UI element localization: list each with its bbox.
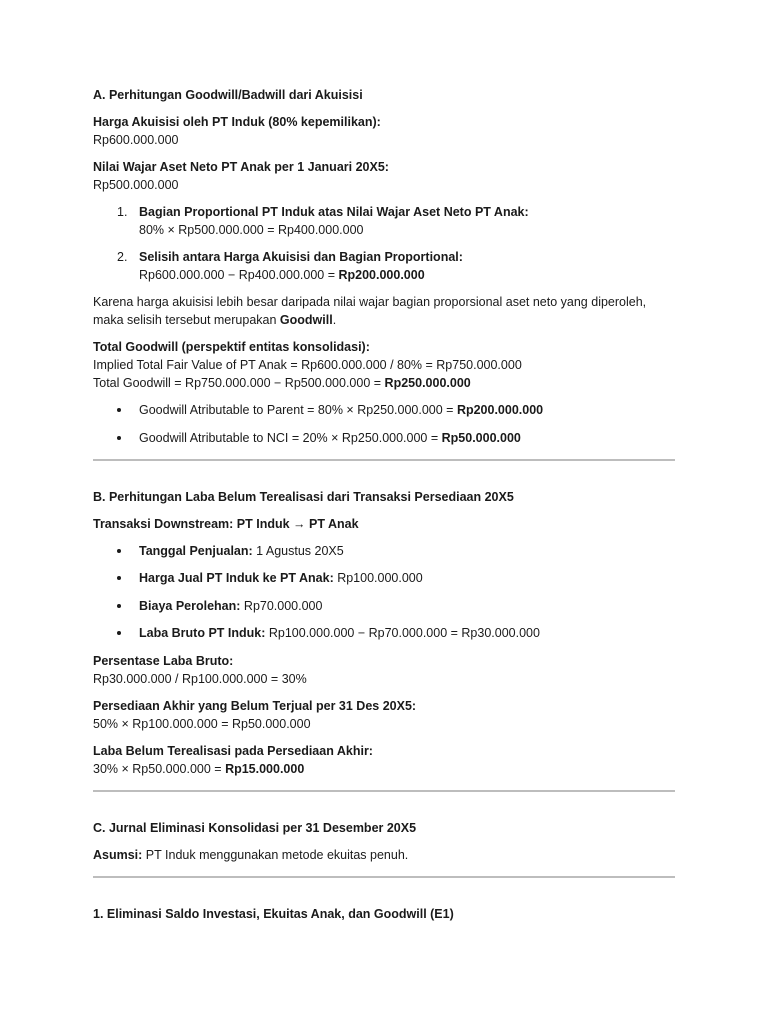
persentase-block xyxy=(93,652,675,688)
bullet-icon xyxy=(117,576,121,580)
list-item xyxy=(93,597,675,615)
bullet-label: Biaya Perolehan: xyxy=(139,598,241,613)
paragraph-bold: Goodwill xyxy=(279,313,333,327)
paragraph-text: Karena harga akuisisi lebih besar daripada nilai wajar bagian proporsional aset neto yang diperoleh, maka selisih tersebut merupakan xyxy=(93,295,647,327)
goodwill-paragraph xyxy=(93,293,675,329)
harga-akuisisi-value: Rp600.000.000 xyxy=(93,133,179,147)
bullet-text: Goodwill Atributable to Parent = 80% × Rp250.000.000 = xyxy=(139,403,457,417)
list-item-calc-line xyxy=(139,266,675,284)
section-divider xyxy=(93,459,675,461)
list-item-result: Rp200.000.000 xyxy=(338,268,425,282)
list-item xyxy=(93,569,675,587)
calculation-list xyxy=(93,203,675,284)
total-goodwill-line1: Implied Total Fair Value of PT Anak = Rp600.000.000 / 80% = Rp750.000.000 xyxy=(93,358,522,372)
bullet-text: Goodwill Atributable to NCI = 20% × Rp250.000.000 = xyxy=(139,430,442,445)
bullet-text: Rp70.000.000 xyxy=(240,598,323,613)
section-divider xyxy=(93,876,675,878)
section-divider xyxy=(93,790,675,792)
section-c-title: C. Jurnal Eliminasi Konsolidasi per 31 Desember 20X5 xyxy=(93,820,417,835)
list-item-calc: 80% × Rp500.000.000 = Rp400.000.000 xyxy=(139,223,364,237)
bullet-icon xyxy=(117,631,121,635)
persediaan-value: 50% × Rp100.000.000 = Rp50.000.000 xyxy=(93,716,311,731)
laba-value-line xyxy=(93,760,675,778)
asumsi-paragraph xyxy=(93,846,675,864)
downstream-subtitle: Transaksi Downstream: PT Induk → PT Anak xyxy=(93,516,359,531)
eliminasi-e1-title: 1. Eliminasi Saldo Investasi, Ekuitas Anak, dan Goodwill (E1) xyxy=(93,906,454,921)
bullet-icon xyxy=(117,549,121,553)
list-item xyxy=(93,624,675,642)
list-item xyxy=(93,429,675,447)
list-number: 2. xyxy=(117,250,128,264)
bullet-text: Rp100.000.000 − Rp70.000.000 = Rp30.000.000 xyxy=(265,626,540,640)
harga-akuisisi-label: Harga Akuisisi oleh PT Induk (80% kepemilikan): xyxy=(93,115,381,129)
list-item xyxy=(93,203,675,239)
total-goodwill-result: Rp250.000.000 xyxy=(384,376,471,390)
section-a-title: A. Perhitungan Goodwill/Badwill dari Akuisisi xyxy=(93,88,363,102)
bullet-label: Laba Bruto PT Induk: xyxy=(139,626,266,640)
list-item-calc: Rp600.000.000 − Rp400.000.000 = xyxy=(139,268,339,282)
nilai-wajar-label: Nilai Wajar Aset Neto PT Anak per 1 Januari 20X5: xyxy=(93,160,389,174)
paragraph-end: . xyxy=(332,313,337,327)
laba-value: 30% × Rp50.000.000 = xyxy=(93,761,226,776)
asumsi-text: PT Induk menggunakan metode ekuitas penuh. xyxy=(142,847,409,862)
bullet-text: Rp100.000.000 xyxy=(333,571,423,585)
total-goodwill-line2 xyxy=(93,374,675,392)
list-number: 1. xyxy=(117,205,128,219)
list-item xyxy=(93,401,675,419)
persediaan-block xyxy=(93,697,675,733)
nilai-wajar-block xyxy=(93,158,675,194)
total-goodwill-line2-text: Total Goodwill = Rp750.000.000 − Rp500.000.000 = xyxy=(93,376,385,390)
list-item xyxy=(93,248,675,284)
list-item-label: Selisih antara Harga Akuisisi dan Bagian Proportional: xyxy=(139,250,463,264)
section-b-title: B. Perhitungan Laba Belum Terealisasi dari Transaksi Persediaan 20X5 xyxy=(93,489,514,504)
bullet-icon xyxy=(117,408,121,412)
total-goodwill-block xyxy=(93,338,675,392)
list-item xyxy=(93,542,675,560)
laba-result: Rp15.000.000 xyxy=(225,761,305,776)
bullet-bold: Rp200.000.000 xyxy=(456,403,544,417)
nilai-wajar-value: Rp500.000.000 xyxy=(93,178,179,192)
laba-label: Laba Belum Terealisasi pada Persediaan Akhir: xyxy=(93,743,373,758)
goodwill-attribution-list xyxy=(93,401,675,447)
persentase-value: Rp30.000.000 / Rp100.000.000 = 30% xyxy=(93,671,307,686)
bullet-label: Tanggal Penjualan: xyxy=(139,543,253,558)
bullet-label: Harga Jual PT Induk ke PT Anak: xyxy=(139,571,334,585)
bullet-text: 1 Agustus 20X5 xyxy=(252,543,344,558)
asumsi-label: Asumsi: xyxy=(93,847,143,862)
transaction-list xyxy=(93,542,675,643)
persediaan-label: Persediaan Akhir yang Belum Terjual per 31 Des 20X5: xyxy=(93,698,417,713)
laba-belum-terealisasi-block xyxy=(93,742,675,778)
harga-akuisisi-block xyxy=(93,113,675,149)
document-content xyxy=(93,86,675,932)
bullet-icon xyxy=(117,604,121,608)
persentase-label: Persentase Laba Bruto: xyxy=(93,653,234,668)
bullet-bold: Rp50.000.000 xyxy=(441,430,521,445)
total-goodwill-label: Total Goodwill (perspektif entitas konsolidasi): xyxy=(93,340,370,354)
bullet-icon xyxy=(117,436,121,440)
list-item-label: Bagian Proportional PT Induk atas Nilai Wajar Aset Neto PT Anak: xyxy=(139,205,529,219)
